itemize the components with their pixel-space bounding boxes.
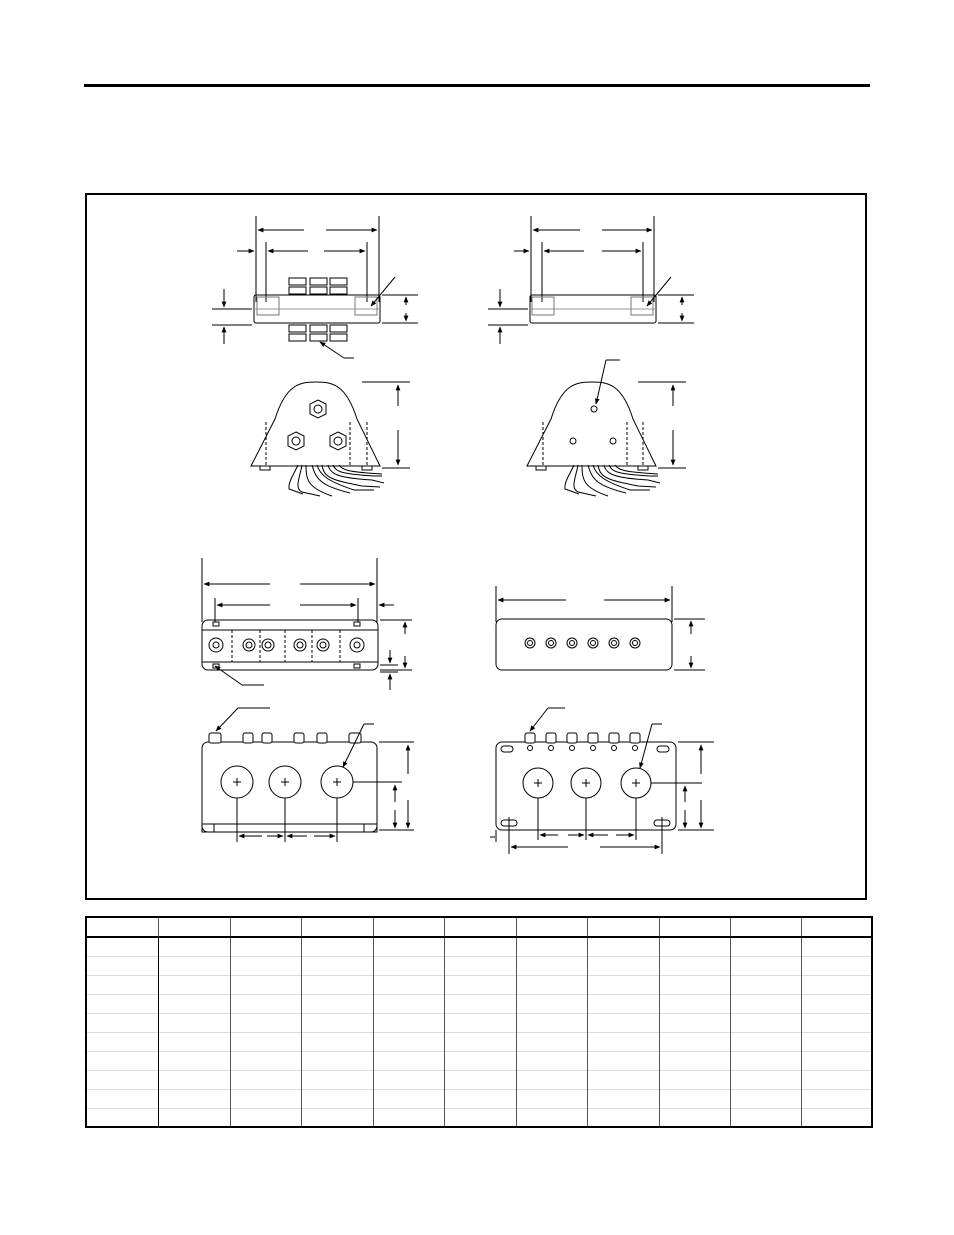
front-view-left xyxy=(251,382,410,496)
dimension-drawing-frame xyxy=(85,193,867,900)
table-cell xyxy=(158,956,230,975)
table-cell xyxy=(444,1070,516,1089)
table-cell xyxy=(659,1051,730,1070)
table-header-cell xyxy=(516,917,587,937)
table-cell xyxy=(373,1089,444,1108)
table-cell xyxy=(230,994,301,1013)
table-cell xyxy=(373,937,444,956)
table-cell xyxy=(158,1051,230,1070)
table-cell xyxy=(801,956,872,975)
table-header-cell xyxy=(301,917,373,937)
table-cell xyxy=(373,975,444,994)
table-row xyxy=(86,994,872,1013)
table-cell xyxy=(86,1070,158,1089)
table-cell xyxy=(801,975,872,994)
top-view-left xyxy=(212,216,418,358)
table-cell xyxy=(659,1089,730,1108)
table-header-cell xyxy=(587,917,659,937)
table-cell xyxy=(801,1108,872,1127)
front-view-lower-left xyxy=(202,708,414,842)
table-header-cell xyxy=(86,917,158,937)
table-cell xyxy=(158,1089,230,1108)
header-rule xyxy=(84,84,870,87)
top-view-lower-right xyxy=(496,586,705,670)
dimension-drawings xyxy=(87,195,869,902)
table-cell xyxy=(230,1013,301,1032)
table-cell xyxy=(516,1013,587,1032)
table-cell xyxy=(158,1032,230,1051)
table-cell xyxy=(230,1051,301,1070)
table-cell xyxy=(158,1070,230,1089)
table-cell xyxy=(801,1013,872,1032)
table-header-cell xyxy=(230,917,301,937)
table-cell xyxy=(158,994,230,1013)
table-cell xyxy=(730,1108,801,1127)
table-cell xyxy=(659,975,730,994)
table-cell xyxy=(659,1108,730,1127)
table-cell xyxy=(301,1051,373,1070)
table-cell xyxy=(86,975,158,994)
table-cell xyxy=(86,1051,158,1070)
table-cell xyxy=(659,956,730,975)
table-cell xyxy=(730,975,801,994)
table-cell xyxy=(230,1070,301,1089)
front-view-lower-right xyxy=(490,708,714,854)
table-cell xyxy=(373,994,444,1013)
table-cell xyxy=(730,1032,801,1051)
table-cell xyxy=(444,956,516,975)
table-cell xyxy=(86,994,158,1013)
table-cell xyxy=(86,937,158,956)
table-cell xyxy=(444,975,516,994)
table-cell xyxy=(86,956,158,975)
table-cell xyxy=(659,1032,730,1051)
table-cell xyxy=(801,937,872,956)
table-header-row xyxy=(86,917,872,937)
table-cell xyxy=(801,994,872,1013)
table-cell xyxy=(659,994,730,1013)
table-cell xyxy=(730,1013,801,1032)
table-cell xyxy=(587,1108,659,1127)
table-cell xyxy=(516,994,587,1013)
table-cell xyxy=(587,956,659,975)
table-cell xyxy=(587,1032,659,1051)
table-cell xyxy=(730,956,801,975)
table-cell xyxy=(516,1089,587,1108)
table-cell xyxy=(587,1070,659,1089)
table-cell xyxy=(444,1051,516,1070)
table-cell xyxy=(301,1032,373,1051)
table-header-cell xyxy=(373,917,444,937)
table-header-cell xyxy=(730,917,801,937)
table-cell xyxy=(730,937,801,956)
table-cell xyxy=(301,956,373,975)
table-cell xyxy=(86,1013,158,1032)
top-view-right xyxy=(488,216,694,344)
front-view-right xyxy=(527,360,686,496)
table-cell xyxy=(659,1013,730,1032)
table-cell xyxy=(516,1070,587,1089)
table-cell xyxy=(587,937,659,956)
table-cell xyxy=(301,994,373,1013)
table-cell xyxy=(444,937,516,956)
table-cell xyxy=(516,937,587,956)
table-cell xyxy=(516,1032,587,1051)
table-cell xyxy=(730,994,801,1013)
table-cell xyxy=(659,1070,730,1089)
table-cell xyxy=(730,1051,801,1070)
table-row xyxy=(86,1070,872,1089)
table-cell xyxy=(230,956,301,975)
table-cell xyxy=(516,956,587,975)
table-cell xyxy=(587,1051,659,1070)
table-cell xyxy=(373,1013,444,1032)
table-cell xyxy=(801,1089,872,1108)
table-cell xyxy=(158,937,230,956)
table-cell xyxy=(801,1070,872,1089)
top-view-lower-left xyxy=(202,558,412,690)
table-cell xyxy=(230,975,301,994)
table-cell xyxy=(301,1089,373,1108)
table-cell xyxy=(158,975,230,994)
table-row xyxy=(86,1108,872,1127)
table-cell xyxy=(516,1051,587,1070)
table-cell xyxy=(444,1108,516,1127)
table-cell xyxy=(301,937,373,956)
table-cell xyxy=(444,1089,516,1108)
table-row xyxy=(86,1051,872,1070)
table-cell xyxy=(801,1032,872,1051)
table-row xyxy=(86,1089,872,1108)
table-cell xyxy=(230,1108,301,1127)
table-cell xyxy=(730,1089,801,1108)
table-cell xyxy=(158,1013,230,1032)
table-row xyxy=(86,1013,872,1032)
table-cell xyxy=(86,1108,158,1127)
table-cell xyxy=(230,1089,301,1108)
table-row xyxy=(86,975,872,994)
table-cell xyxy=(730,1070,801,1089)
table-row xyxy=(86,956,872,975)
table-cell xyxy=(301,1013,373,1032)
table-cell xyxy=(587,1013,659,1032)
table-cell xyxy=(86,1089,158,1108)
table-cell xyxy=(444,1032,516,1051)
table-body xyxy=(86,937,872,1127)
table-cell xyxy=(516,975,587,994)
table-header-cell xyxy=(444,917,516,937)
table-cell xyxy=(86,1032,158,1051)
table-cell xyxy=(301,975,373,994)
table-cell xyxy=(230,1032,301,1051)
table-cell xyxy=(587,975,659,994)
table-cell xyxy=(444,994,516,1013)
table-cell xyxy=(587,994,659,1013)
table-header-cell xyxy=(801,917,872,937)
table-row xyxy=(86,937,872,956)
table-cell xyxy=(301,1108,373,1127)
table-cell xyxy=(659,937,730,956)
table-cell xyxy=(801,1051,872,1070)
table-header-cell xyxy=(158,917,230,937)
table-cell xyxy=(444,1013,516,1032)
table-cell xyxy=(373,1070,444,1089)
table-cell xyxy=(230,937,301,956)
table-cell xyxy=(373,956,444,975)
table-cell xyxy=(373,1051,444,1070)
specification-table xyxy=(85,916,873,1128)
table-cell xyxy=(158,1108,230,1127)
table-cell xyxy=(516,1108,587,1127)
table-row xyxy=(86,1032,872,1051)
table-cell xyxy=(373,1108,444,1127)
table-cell xyxy=(301,1070,373,1089)
table-cell xyxy=(373,1032,444,1051)
table-header-cell xyxy=(659,917,730,937)
table-cell xyxy=(587,1089,659,1108)
